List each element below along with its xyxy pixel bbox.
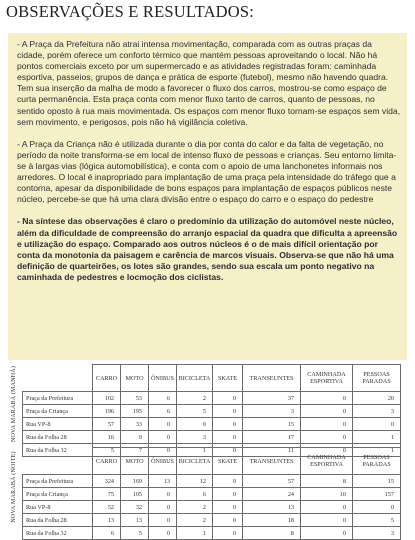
count-cell: 12 (177, 475, 213, 488)
count-cell: 0 (213, 405, 243, 418)
count-cell: 15 (353, 475, 401, 488)
paragraph-praca-prefeitura: - A Praça da Prefeitura não atrai intensa movimentação, comparada com as outras praças da cidade, porém oferece um conforto térmico que mantém pessoas aproveitando o local. Não há pontos comerciais exceto por um supermercado e as atividades registradas foram: caminhada esportiva, passeios, grupos de dança e prática de esporte (futebol), mesmo não havendo quadra. Tem sua inserção da malha de modo a favorecer o fluxo dos carros, mostrou-se como espaço de curta permanência. Esta praça conta com menor fluxo tanto de carros, quanto de pessoas, no sentido oposto à rua mais movimentada. Os espaços com menor fluxo tornam-se espaços sem vida, sem movimento, e perigosos, pois não há vigilância coletiva. (17, 39, 401, 127)
count-cell: 5 (353, 514, 401, 527)
count-cell: 5 (177, 405, 213, 418)
count-cell: 16 (93, 431, 121, 444)
observations-box (8, 33, 407, 360)
table-row (23, 405, 401, 418)
count-cell: 6 (93, 527, 121, 540)
count-cell: 57 (93, 418, 121, 431)
table-header-row (23, 365, 401, 392)
count-cell: 1 (177, 527, 213, 540)
count-cell: 0 (213, 488, 243, 501)
count-cell: 0 (213, 431, 243, 444)
column-header: SKATE (213, 365, 243, 392)
table-noite (6, 447, 410, 537)
count-cell: 15 (243, 418, 301, 431)
column-header: MOTO (121, 448, 149, 475)
row-location: Rua da Folha 28 (23, 431, 93, 444)
table-manha (6, 364, 410, 454)
table-side-label: NOVA MARABÁ (MANHÃ) (11, 365, 17, 442)
count-cell: 2 (177, 514, 213, 527)
count-cell: 0 (213, 501, 243, 514)
count-table (22, 447, 401, 540)
count-cell: 75 (93, 488, 121, 501)
count-cell: 57 (243, 475, 301, 488)
table-row (23, 501, 401, 514)
count-cell: 0 (353, 501, 401, 514)
count-cell: 0 (149, 501, 177, 514)
table-row (23, 488, 401, 501)
count-cell: 5 (121, 527, 149, 540)
count-cell: 0 (149, 527, 177, 540)
count-cell: 0 (301, 431, 353, 444)
column-header: BICICLETA (177, 365, 213, 392)
count-cell: 1 (353, 431, 401, 444)
column-header: SKATE (213, 448, 243, 475)
count-cell: 0 (149, 418, 177, 431)
count-cell: 0 (301, 514, 353, 527)
count-cell: 8 (243, 527, 301, 540)
column-header: TRANSEUNTES (243, 448, 301, 475)
count-cell: 13 (243, 501, 301, 514)
count-cell: 0 (149, 488, 177, 501)
count-cell: 0 (213, 475, 243, 488)
table-side-label: NOVA MARABÁ (NOITE) (11, 450, 17, 523)
count-cell: 0 (213, 527, 243, 540)
row-location: Praça da Prefeitura (23, 475, 93, 488)
table-row (23, 431, 401, 444)
count-cell: 195 (121, 405, 149, 418)
count-cell: 0 (301, 392, 353, 405)
count-cell: 11 (243, 444, 301, 457)
count-cell: 8 (301, 475, 353, 488)
row-location: Praça da Prefeitura (23, 392, 93, 405)
count-cell: 105 (121, 488, 149, 501)
count-cell: 102 (93, 392, 121, 405)
count-cell: 0 (353, 418, 401, 431)
count-cell: 6 (177, 488, 213, 501)
count-cell: 0 (149, 431, 177, 444)
count-cell: 0 (149, 444, 177, 457)
paragraph-praca-crianca: - A Praça da Criança não é utilizada durante o dia por conta do calor e da falta de vegetação, no período da noite transforma-se em local de intenso fluxo de pessoas e crianças. Seu entorno limita-se à largas vias (lógica automobilística), e conta com o apoio de uma lanchonetes informais nos arredores. O local é inapropriado para implantação de uma praça pela intensidade do tráfego que a contorna, apesar da disponibilidade de bons espaços para implantação de espaços públicos neste núcleo, percebe-se que há uma clara divisão entre o espaço do carro e o espaço do pedestre (17, 138, 397, 205)
count-cell: 37 (243, 392, 301, 405)
count-cell: 3 (353, 527, 401, 540)
count-cell: 0 (177, 418, 213, 431)
table-row (23, 514, 401, 527)
row-location: Rua da Folha 28 (23, 514, 93, 527)
count-cell: 0 (301, 405, 353, 418)
count-cell: 0 (301, 444, 353, 457)
column-header: CAMINHADA ESPORTIVA (301, 365, 353, 392)
count-cell: 0 (213, 392, 243, 405)
column-header: ÔNIBUS (149, 365, 177, 392)
column-header: PESSOAS PARADAS (353, 448, 401, 475)
count-cell: 24 (243, 488, 301, 501)
count-cell: 0 (213, 418, 243, 431)
count-cell: 0 (301, 501, 353, 514)
column-header: CAMINHADA ESPORTIVA (301, 448, 353, 475)
count-cell: 52 (93, 501, 121, 514)
count-cell: 53 (121, 392, 149, 405)
paragraph-sintese: - Na síntese das observações é claro o predomínio da utilização do automóvel neste núcleo, além da dificuldade de compreensão do arranjo espacial da quadra que dificulta a apreensão e utilização do espaço. Comparado aos outros núcleos é o de mais difícil orientação por conta da monotonia da paisagem e carência de marcos visuais. Observa-se que não há uma definição de quarteirões, os lotes são grandes, sendo sua escala um ponto negativo na caminhada de pedestres e locmoção dos ciclistas. (17, 216, 398, 283)
count-cell: 157 (353, 488, 401, 501)
count-cell: 13 (149, 475, 177, 488)
table-row (23, 418, 401, 431)
count-cell: 0 (301, 418, 353, 431)
column-header: TRANSEUNTES (243, 365, 301, 392)
count-cell: 9 (121, 431, 149, 444)
row-location: Rua da Folha 32 (23, 527, 93, 540)
row-location: Praça da Criança (23, 488, 93, 501)
count-cell: 32 (121, 501, 149, 514)
count-cell: 0 (213, 514, 243, 527)
count-cell: 6 (149, 392, 177, 405)
count-cell: 3 (353, 405, 401, 418)
count-cell: 5 (93, 444, 121, 457)
count-cell: 1 (177, 444, 213, 457)
column-header: ÔNIBUS (149, 448, 177, 475)
count-cell: 18 (243, 514, 301, 527)
count-cell: 3 (177, 431, 213, 444)
count-cell: 0 (149, 514, 177, 527)
row-location: Rua da Folha 32 (23, 444, 93, 457)
table-row (23, 392, 401, 405)
count-cell: 10 (301, 488, 353, 501)
row-location: Praça da Criança (23, 405, 93, 418)
table-row (23, 475, 401, 488)
count-cell: 13 (93, 514, 121, 527)
count-cell: 324 (93, 475, 121, 488)
count-cell: 6 (149, 405, 177, 418)
count-cell: 196 (93, 405, 121, 418)
count-cell: 13 (121, 514, 149, 527)
count-cell: 0 (301, 527, 353, 540)
column-header: BICICLETA (177, 448, 213, 475)
column-header: CARRO (93, 365, 121, 392)
count-cell: 3 (243, 405, 301, 418)
count-cell: 20 (353, 392, 401, 405)
page-title: OBSERVAÇÕES E RESULTADOS: (6, 2, 255, 21)
column-header: MOTO (121, 365, 149, 392)
count-table (22, 364, 401, 457)
count-cell: 2 (177, 392, 213, 405)
count-cell: 17 (243, 431, 301, 444)
count-cell: 2 (177, 501, 213, 514)
count-cell: 169 (121, 475, 149, 488)
table-header-row (23, 448, 401, 475)
table-row (23, 527, 401, 540)
column-header: CARRO (93, 448, 121, 475)
count-cell: 1 (353, 444, 401, 457)
row-location: Rua VP-8 (23, 418, 93, 431)
count-cell: 33 (121, 418, 149, 431)
row-location: Rua VP-8 (23, 501, 93, 514)
column-header: PESSOAS PARADAS (353, 365, 401, 392)
count-cell: 7 (121, 444, 149, 457)
count-cell: 0 (213, 444, 243, 457)
